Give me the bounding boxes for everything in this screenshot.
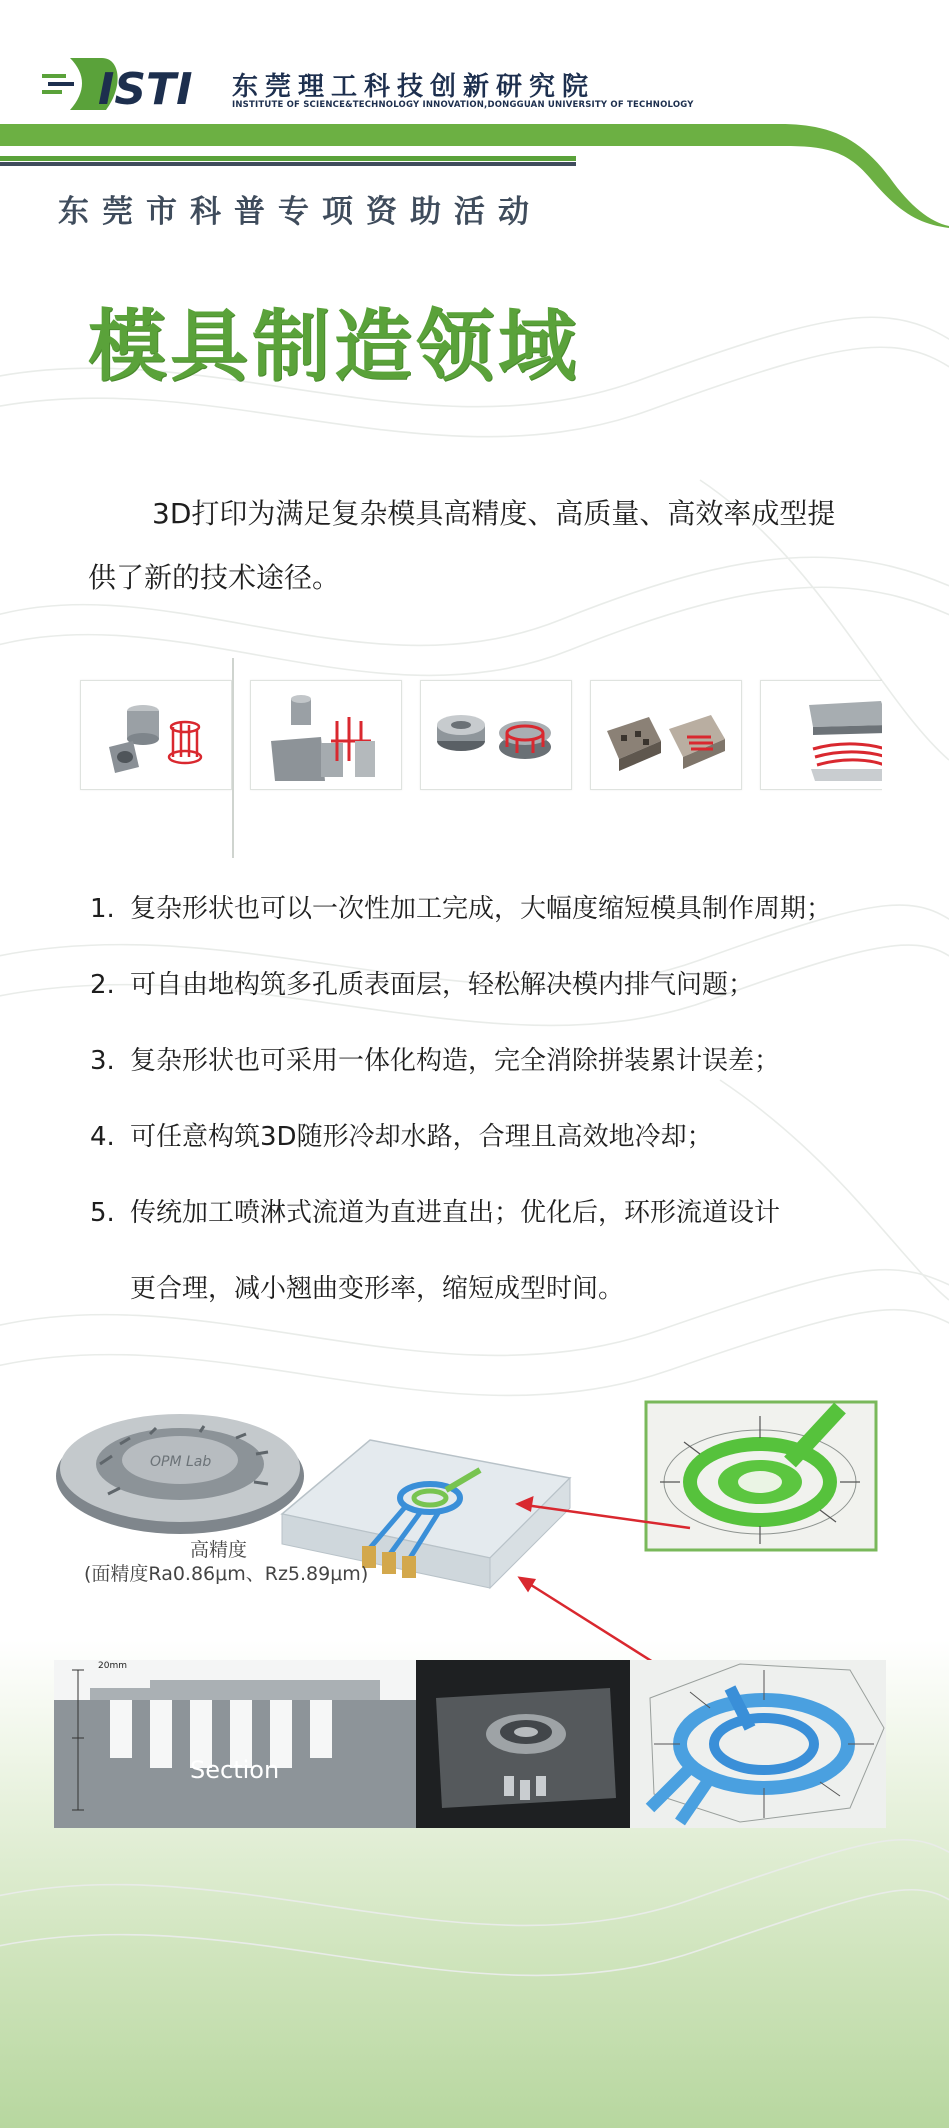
blue-cooling-channel-photo [630, 1660, 886, 1828]
gallery-divider [232, 658, 234, 858]
list-item-text: 复杂形状也可采用一体化构造，完全消除拼装累计误差； [130, 1046, 781, 1076]
list-item-text: 可自由地构筑多孔质表面层，轻松解决模内排气问题； [130, 970, 755, 1000]
list-item-number: 2. [90, 970, 115, 1000]
page-title: 模具制造领域 [88, 302, 581, 392]
mold-part-thumbnail [760, 680, 882, 790]
high-precision-disc [56, 1414, 304, 1534]
section-label: Section [190, 1756, 280, 1784]
list-item-number: 1. [90, 894, 115, 924]
section-cutaway-image [54, 1660, 416, 1828]
list-item-text: 传统加工喷淋式流道为直进直出；优化后，环形流道设计 [130, 1198, 781, 1228]
intro-text-line-1: 3D打印为满足复杂模具高精度、高质量、高效率成型提 [152, 497, 836, 530]
disc-engraving: OPM Lab [150, 1454, 212, 1470]
list-item-number: 4. [90, 1122, 115, 1152]
list-item [90, 1040, 780, 1077]
mold-part-thumbnail [80, 680, 232, 790]
mold-part-thumbnail [590, 680, 742, 790]
mold-part-thumbnail [420, 680, 572, 790]
mold-parts-gallery [76, 658, 882, 858]
list-item-text: 复杂形状也可以一次性加工完成，大幅度缩短模具制作周期； [130, 894, 833, 924]
list-item-number: 3. [90, 1046, 115, 1076]
list-item [90, 964, 754, 1001]
logo-wordmark: ISTI [98, 64, 193, 115]
activity-subtitle: 东莞市科普专项资助活动 [58, 194, 542, 230]
list-item-text: 可任意构筑3D随形冷却水路，合理且高效地冷却； [130, 1122, 713, 1152]
mold-part-thumbnail [250, 680, 402, 790]
list-item-number: 5. [90, 1198, 115, 1228]
mold-cooling-figure [50, 1398, 890, 1830]
scale-label: 20mm [98, 1661, 127, 1671]
caption-high-precision: 高精度 [190, 1539, 248, 1561]
printed-mold-photo [416, 1660, 630, 1828]
list-item [90, 1192, 780, 1229]
institute-name-en: INSTITUTE OF SCIENCE&TECHNOLOGY INNOVATION,DONGGUAN UNIVERSITY OF TECHNOLOGY [232, 100, 694, 110]
list-item-continuation: 更合理，减小翘曲变形率，缩短成型时间。 [130, 1274, 625, 1304]
institute-name-cn: 东莞理工科技创新研究院 [232, 72, 596, 102]
list-item [90, 1116, 713, 1153]
intro-text-line-2: 供了新的技术途径。 [88, 561, 341, 594]
list-item [90, 888, 832, 925]
caption-surface-roughness: (面精度Ra0.86μm、Rz5.89μm) [84, 1563, 369, 1585]
isti-logo [40, 52, 220, 118]
